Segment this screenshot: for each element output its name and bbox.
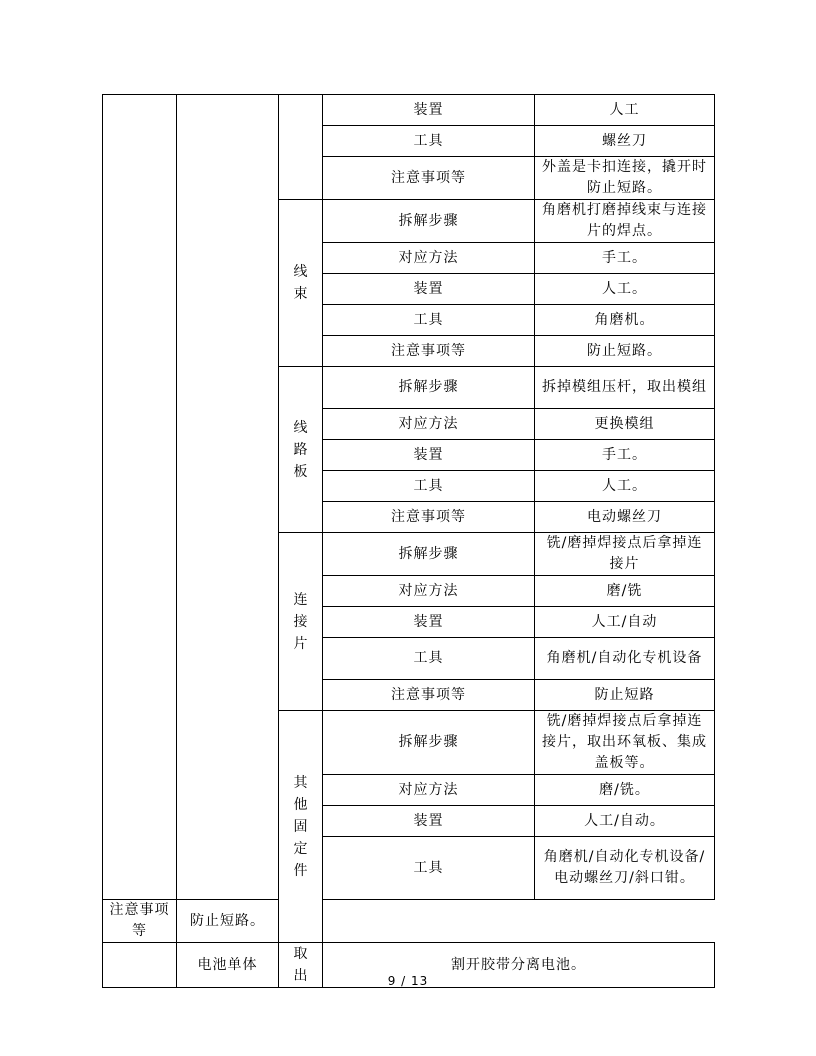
- row-label: 注意事项等: [323, 502, 535, 533]
- disassembly-table: [102, 94, 715, 988]
- row-label: 装置: [323, 607, 535, 638]
- component-cell: [279, 95, 323, 200]
- row-value: 更换模组: [535, 409, 715, 440]
- battery-step: 取出: [279, 943, 323, 988]
- row-label: 工具: [323, 837, 535, 900]
- component-cell: 其他固定件: [279, 711, 323, 943]
- row-label: 对应方法: [323, 775, 535, 806]
- row-label: 工具: [323, 471, 535, 502]
- component-cell: 线路板: [279, 367, 323, 533]
- row-label: 注意事项等: [323, 157, 535, 200]
- row-label: 拆解步骤: [323, 711, 535, 775]
- row-value: 螺丝刀: [535, 126, 715, 157]
- row-value: 角磨机打磨掉线束与连接片的焊点。: [535, 200, 715, 243]
- row-label: 装置: [323, 806, 535, 837]
- row-value: 防止短路: [535, 680, 715, 711]
- row-label: 拆解步骤: [323, 367, 535, 409]
- row-value: 角磨机/自动化专机设备: [535, 638, 715, 680]
- row-label: 装置: [323, 274, 535, 305]
- component-cell: 连接片: [279, 533, 323, 711]
- row-value: 铣/磨掉焊接点后拿掉连接片，取出环氧板、集成盖板等。: [535, 711, 715, 775]
- row-value: 手工。: [535, 243, 715, 274]
- category-cell: [103, 95, 177, 900]
- row-value: 人工。: [535, 471, 715, 502]
- row-label: 注意事项等: [323, 336, 535, 367]
- row-label: 注意事项等: [323, 680, 535, 711]
- row-label: 工具: [323, 305, 535, 336]
- table-row: [103, 900, 715, 943]
- row-label: 注意事项等: [103, 900, 177, 943]
- page-number: 9 / 13: [387, 974, 429, 988]
- row-value: 手工。: [535, 440, 715, 471]
- row-value: 人工/自动。: [535, 806, 715, 837]
- row-value: 防止短路。: [535, 336, 715, 367]
- row-label: 对应方法: [323, 576, 535, 607]
- component-cell: 线束: [279, 200, 323, 367]
- row-value: 人工/自动: [535, 607, 715, 638]
- row-value: 磨/铣: [535, 576, 715, 607]
- table-row: [103, 95, 715, 126]
- subcategory-cell: [177, 95, 279, 900]
- row-value: 人工: [535, 95, 715, 126]
- row-value: 人工。: [535, 274, 715, 305]
- row-value: 角磨机。: [535, 305, 715, 336]
- row-label: 拆解步骤: [323, 200, 535, 243]
- row-label: 拆解步骤: [323, 533, 535, 576]
- row-label: 工具: [323, 638, 535, 680]
- row-label: 装置: [323, 440, 535, 471]
- row-label: 装置: [323, 95, 535, 126]
- row-value: 铣/磨掉焊接点后拿掉连接片: [535, 533, 715, 576]
- row-label: 工具: [323, 126, 535, 157]
- row-value: 防止短路。: [177, 900, 279, 943]
- row-value: 外盖是卡扣连接，撬开时防止短路。: [535, 157, 715, 200]
- row-value: 磨/铣。: [535, 775, 715, 806]
- row-label: 对应方法: [323, 243, 535, 274]
- battery-component: 电池单体: [177, 943, 279, 988]
- row-value: 拆掉模组压杆，取出模组: [535, 367, 715, 409]
- row-label: 对应方法: [323, 409, 535, 440]
- battery-description: 割开胶带分离电池。: [323, 943, 715, 988]
- row-value: 角磨机/自动化专机设备/电动螺丝刀/斜口钳。: [535, 837, 715, 900]
- row-value: 电动螺丝刀: [535, 502, 715, 533]
